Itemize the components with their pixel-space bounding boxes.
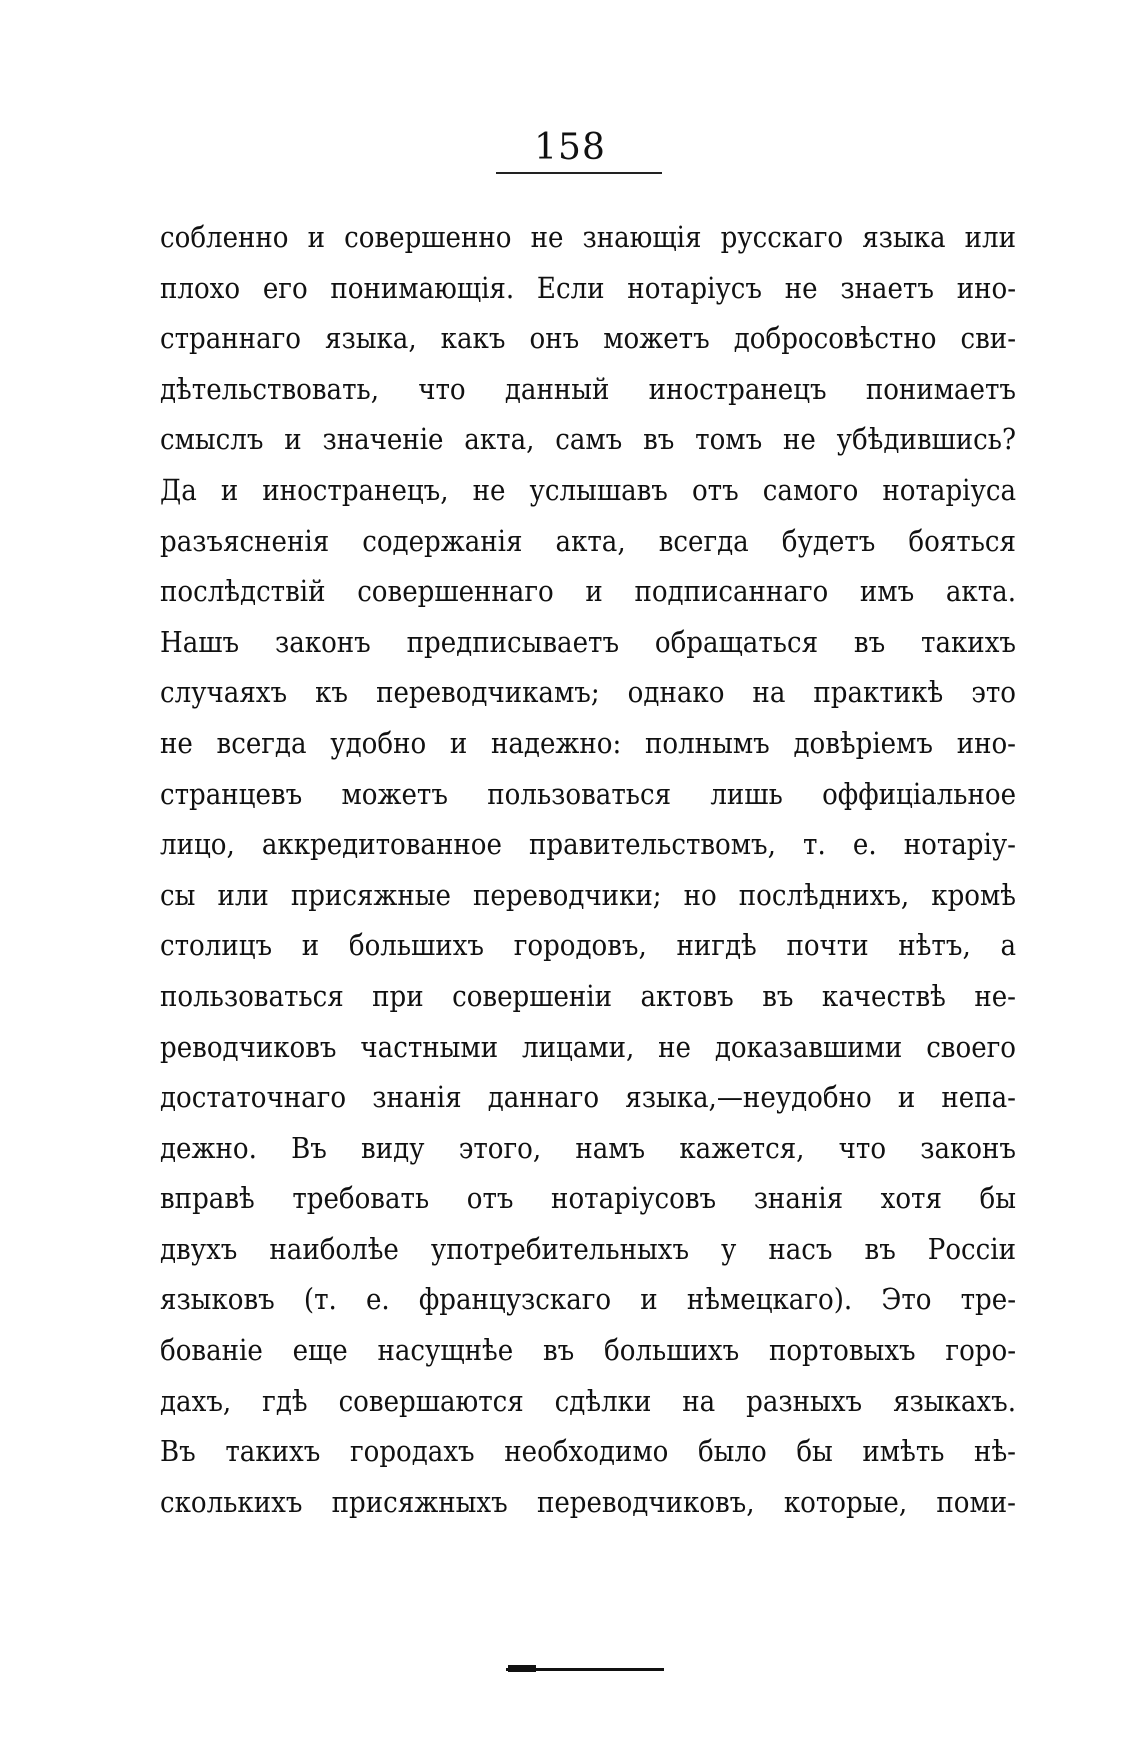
text-line: сколькихъ присяжныхъ переводчиковъ, которые, поми- [160,1484,1016,1519]
text-line: дахъ, гдѣ совершаются сдѣлки на разныхъ языкахъ. [160,1383,1016,1418]
text-line: реводчиковъ частными лицами, не доказавшими своего [160,1029,1016,1064]
text-line: пользоваться при совершеніи актовъ въ качествѣ не- [160,978,1016,1013]
text-line: столицъ и большихъ городовъ, нигдѣ почти нѣтъ, а [160,928,1016,963]
text-line: случаяхъ къ переводчикамъ; однако на практикѣ это [160,675,1016,710]
body-text [160,212,1016,1527]
text-line: странцевъ можетъ пользоваться лишь оффиціальное [160,776,1016,811]
text-line: вправѣ требовать отъ нотаріусовъ знанія хотя бы [160,1181,1016,1216]
text-line: собленно и совершенно не знающія русскаго языка или [160,220,1016,254]
text-line: не всегда удобно и надежно: полнымъ довѣріемъ ино- [160,725,1016,760]
footer-mark [508,1665,536,1672]
text-line: разъясненія содержанія акта, всегда будетъ бояться [160,523,1016,558]
text-line: Нашъ законъ предписываетъ обращаться въ такихъ [160,624,1016,659]
text-line: страннаго языка, какъ онъ можетъ добросовѣстно сви- [160,321,1016,356]
text-line: послѣдствій совершеннаго и подписаннаго имъ акта. [160,574,1016,609]
text-line: Въ такихъ городахъ необходимо было бы имѣть нѣ- [160,1434,1016,1469]
text-line: Да и иностранецъ, не услышавъ отъ самого нотаріуса [160,472,1016,507]
text-line: лицо, аккредитованное правительствомъ, т. е. нотаріу- [160,827,1016,862]
page-number: 158 [534,127,606,168]
text-line: бованіе еще насущнѣе въ большихъ портовыхъ горо- [160,1333,1016,1368]
header-rule [496,172,662,174]
text-line: дѣтельствовать, что данный иностранецъ понимаетъ [160,371,1016,406]
text-line: дежно. Въ виду этого, намъ кажется, что законъ [160,1130,1016,1165]
text-line: двухъ наиболѣе употребительныхъ у насъ въ Россіи [160,1231,1016,1266]
text-line: языковъ (т. е. французскаго и нѣмецкаго). Это тре- [160,1282,1016,1317]
text-line: сы или присяжные переводчики; но послѣднихъ, кромѣ [160,877,1016,912]
text-line: смыслъ и значеніе акта, самъ въ томъ не убѣдившись? [160,422,1016,457]
text-line: достаточнаго знанія даннаго языка,—неудобно и непа- [160,1080,1016,1115]
text-line: плохо его понимающія. Если нотаріусъ не знаетъ ино- [160,270,1016,305]
